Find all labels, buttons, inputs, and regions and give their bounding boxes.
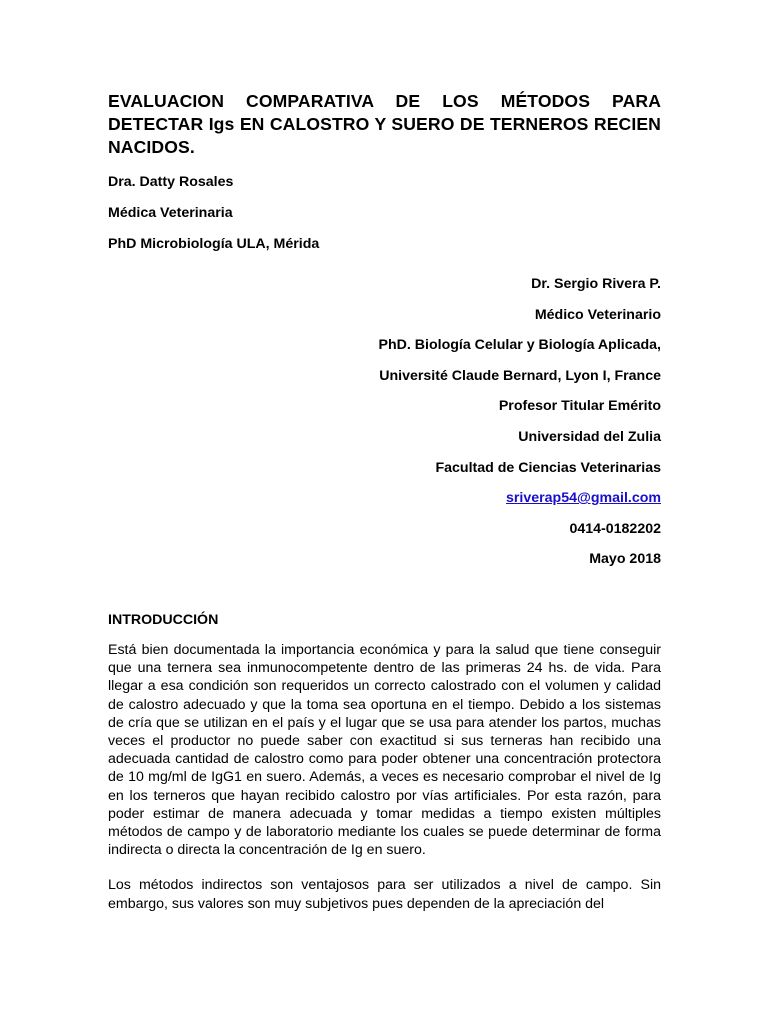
author-2-phone: 0414-0182202 xyxy=(569,520,661,537)
author-1-name: Dra. Datty Rosales xyxy=(108,174,234,190)
document-date: Mayo 2018 xyxy=(589,551,661,568)
author-2-faculty: Facultad de Ciencias Veterinarias xyxy=(435,459,661,476)
author-2-email-line xyxy=(108,483,661,514)
introduction-paragraph-2: Los métodos indirectos son ventajosos para ser utilizados a nivel de campo. Sin embargo, sus valores son muy subjetivos pues dependen de la apreciación del xyxy=(108,877,661,912)
author-2-position: Profesor Titular Emérito xyxy=(498,398,661,415)
author-2-email-link[interactable]: sriverap54@gmail.com xyxy=(506,490,661,507)
author-2-profession: Médico Veterinario xyxy=(534,306,661,323)
introduction-heading: INTRODUCCIÓN xyxy=(108,611,219,628)
author-2-institution: Université Claude Bernard, Lyon I, France xyxy=(379,367,661,384)
author-1-degree: PhD Microbiología ULA, Mérida xyxy=(108,236,320,252)
document-page xyxy=(108,90,661,913)
author-2-university: Universidad del Zulia xyxy=(518,428,661,445)
author-2-name: Dr. Sergio Rivera P. xyxy=(531,276,661,292)
author-1-profession: Médica Veterinaria xyxy=(108,205,233,221)
introduction-paragraph-1: Está bien documentada la importancia económica y para la salud que tiene conseguir que una ternera sea inmunocompetente dentro de las primeras 24 hs. de vida. Para llegar a esa condición son requeridos un correcto calostrado con el volumen y calidad de calostro adecuado y que la toma sea oportuna en el tiempo. Debido a los sistemas de cría que se utilizan en el país y el lugar que se usa para atender los partos, muchas veces el productor no puede saber con exactitud si sus terneras han recibido una adecuada cantidad de calostro como para poder obtener una concentración protectora de 10 mg/ml de IgG1 en suero. Además, a veces es necesario comprobar el nivel de Ig en los terneros que hayan recibido calostro por vías artificiales. Por esta razón, para poder estimar de manera adecuada y tomar medidas a tiempo existen múltiples métodos de campo y de laboratorio mediante los cuales se puede determinar de forma indirecta o directa la concentración de Ig en suero. xyxy=(108,641,661,859)
author-2-degree: PhD. Biología Celular y Biología Aplicada, xyxy=(378,337,661,354)
document-title: EVALUACION COMPARATIVA DE LOS MÉTODOS PARA DETECTAR Igs EN CALOSTRO Y SUERO DE TERNEROS RECIEN NACIDOS. xyxy=(108,91,661,157)
